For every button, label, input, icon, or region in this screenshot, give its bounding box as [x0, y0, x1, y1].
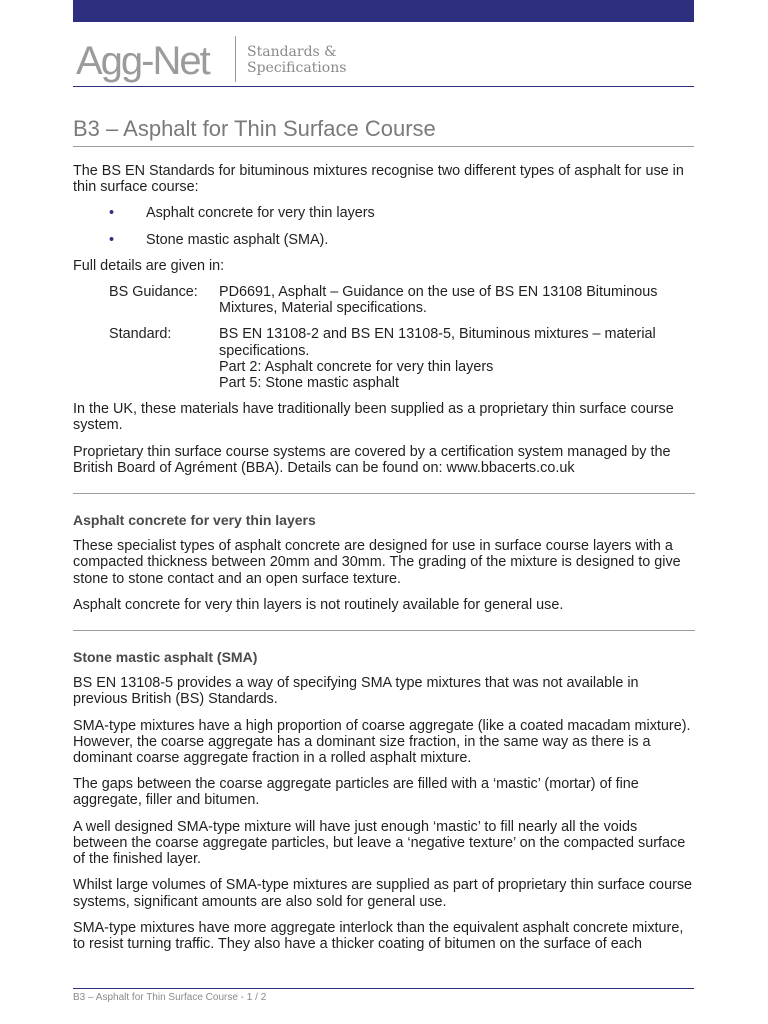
section-paragraph: The gaps between the coarse aggregate particles are filled with a ‘mastic’ (mortar) of fine aggregate, filler and bitumen. [73, 776, 639, 809]
logo-subtitle [247, 44, 346, 76]
bba-paragraph: Proprietary thin surface course systems are covered by a certification system managed by the British Board of Agrément (BBA). Details can be found on: www.bbacerts.co.uk [73, 443, 671, 476]
reference-row [109, 284, 695, 316]
section-divider [73, 493, 695, 494]
asphalt-type-list [73, 205, 695, 247]
section-paragraph: SMA-type mixtures have more aggregate interlock than the equivalent asphalt concrete mixture, to resist turning traffic. They also have a thicker coating of bitumen on the surface of each [73, 919, 684, 952]
page-footer: B3 – Asphalt for Thin Surface Course - 1 / 2 [73, 992, 267, 1003]
section-paragraph: Asphalt concrete for very thin layers is not routinely available for general use. [73, 596, 564, 613]
document-body [73, 163, 695, 962]
footer-rule [73, 988, 694, 989]
bullet-icon: • [109, 231, 115, 248]
list-item: • Asphalt concrete for very thin layers [109, 205, 375, 222]
bullet-icon: • [109, 205, 115, 222]
section-paragraph: SMA-type mixtures have a high proportion of coarse aggregate (like a coated macadam mixture). However, the coarse aggregate has a dominant size fraction, in the same way as there is a dominant coarse aggregate fraction in a rolled asphalt mixture. [73, 717, 691, 767]
full-details-intro: Full details are given in: [73, 257, 225, 274]
reference-row [109, 326, 695, 391]
logo-subtitle-line-1: Standards & [247, 44, 337, 60]
reference-text: BS EN 13108-2 and BS EN 13108-5, Bituminous mixtures – material specifications. Part 2: Asphalt concrete for very thin layers Part 5: Stone mastic asphalt [219, 326, 656, 392]
header-color-bar [73, 0, 694, 22]
section-paragraph: A well designed SMA-type mixture will have just enough ‘mastic’ to fill nearly all the voids between the coarse aggregate particles, but leave a ‘negative texture’ on the compacted surface of the finished layer. [73, 818, 686, 868]
reference-label: BS Guidance: [109, 284, 198, 301]
logo-subtitle-line-2: Specifications [247, 60, 347, 76]
section-heading: Asphalt concrete for very thin layers [73, 512, 316, 529]
title-rule [73, 146, 694, 147]
section-divider [73, 630, 695, 631]
section-paragraph: BS EN 13108-5 provides a way of specifying SMA type mixtures that was not available in previous British (BS) Standards. [73, 675, 639, 708]
page-title: B3 – Asphalt for Thin Surface Course [73, 116, 436, 141]
reference-text: PD6691, Asphalt – Guidance on the use of BS EN 13108 Bituminous Mixtures, Material specifications. [219, 284, 658, 317]
section-paragraph: These specialist types of asphalt concrete are designed for use in surface course layers with a compacted thickness between 20mm and 30mm. The grading of the mixture is designed to give stone to stone contact and an open surface texture. [73, 538, 681, 587]
header-rule [73, 86, 694, 87]
intro-paragraph: The BS EN Standards for bituminous mixtures recognise two different types of asphalt for use in thin surface course: [73, 163, 684, 196]
section-heading: Stone mastic asphalt (SMA) [73, 649, 258, 666]
list-item: • Stone mastic asphalt (SMA). [109, 231, 329, 248]
uk-paragraph: In the UK, these materials have traditionally been supplied as a proprietary thin surface course system. [73, 401, 674, 434]
logo-divider [235, 36, 236, 82]
section-paragraph: Whilst large volumes of SMA-type mixtures are supplied as part of proprietary thin surface course systems, significant amounts are also sold for general use. [73, 877, 693, 910]
aggnet-logo: Agg-Net [76, 39, 209, 83]
reference-label: Standard: [109, 326, 172, 343]
reference-list [109, 284, 695, 391]
